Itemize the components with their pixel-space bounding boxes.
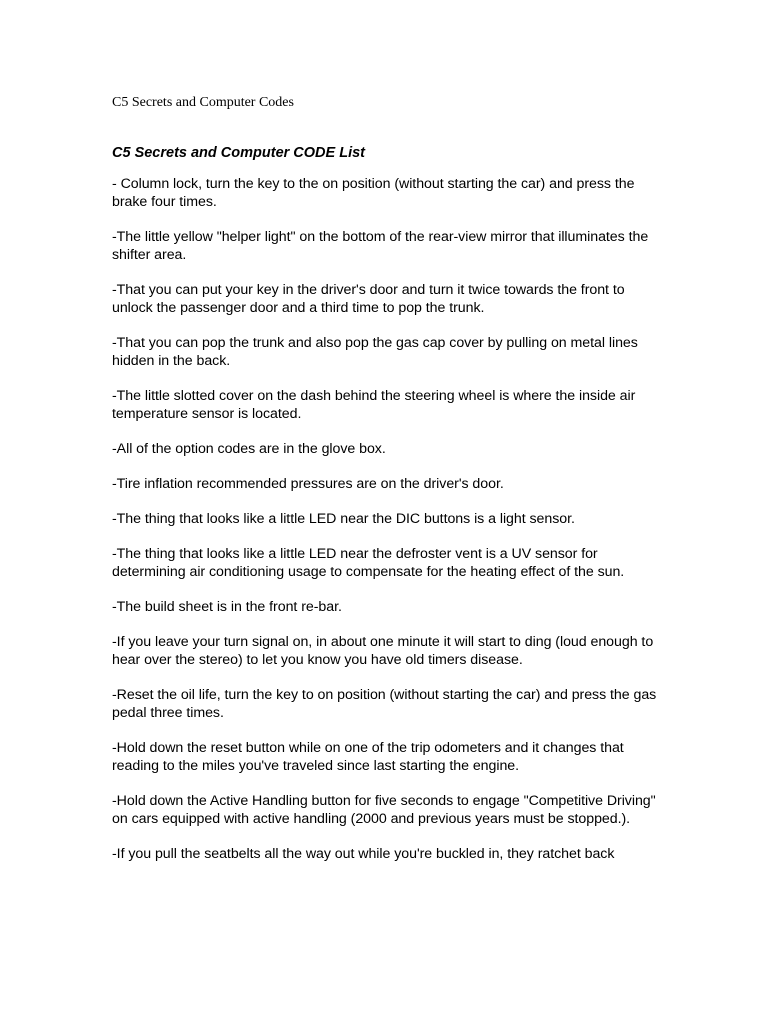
list-item: -The thing that looks like a little LED near the defroster vent is a UV sensor for determining air conditioning usage to compensate for the heating effect of the sun. — [112, 546, 625, 580]
list-item: -The build sheet is in the front re-bar. — [112, 599, 342, 615]
list-item: -The thing that looks like a little LED near the DIC buttons is a light sensor. — [112, 511, 575, 527]
list-item: -The little slotted cover on the dash behind the steering wheel is where the inside air temperature sensor is located. — [112, 388, 636, 422]
list-item: - Column lock, turn the key to the on position (without starting the car) and press the brake four times. — [112, 176, 635, 210]
list-heading: C5 Secrets and Computer CODE List — [112, 145, 365, 161]
list-item: -If you pull the seatbelts all the way out while you're buckled in, they ratchet back — [112, 846, 615, 862]
list-item: -Tire inflation recommended pressures are on the driver's door. — [112, 476, 504, 492]
document-title: C5 Secrets and Computer Codes — [112, 95, 294, 110]
document-page — [112, 95, 657, 880]
list-item: -The little yellow "helper light" on the bottom of the rear-view mirror that illuminates the shifter area. — [112, 229, 649, 263]
list-item: -That you can put your key in the driver's door and turn it twice towards the front to unlock the passenger door and a third time to pop the trunk. — [112, 282, 625, 316]
list-item: -Hold down the Active Handling button for five seconds to engage "Competitive Driving" on cars equipped with active handling (2000 and previous years must be stopped.). — [112, 793, 656, 827]
list-item: -Reset the oil life, turn the key to on position (without starting the car) and press the gas pedal three times. — [112, 687, 657, 721]
list-item: -That you can pop the trunk and also pop the gas cap cover by pulling on metal lines hidden in the back. — [112, 335, 638, 369]
secrets-list — [112, 175, 657, 863]
list-item: -If you leave your turn signal on, in about one minute it will start to ding (loud enough to hear over the stereo) to let you know you have old timers disease. — [112, 634, 654, 668]
list-item: -Hold down the reset button while on one of the trip odometers and it changes that reading to the miles you've traveled since last starting the engine. — [112, 740, 624, 774]
list-item: -All of the option codes are in the glove box. — [112, 441, 386, 457]
